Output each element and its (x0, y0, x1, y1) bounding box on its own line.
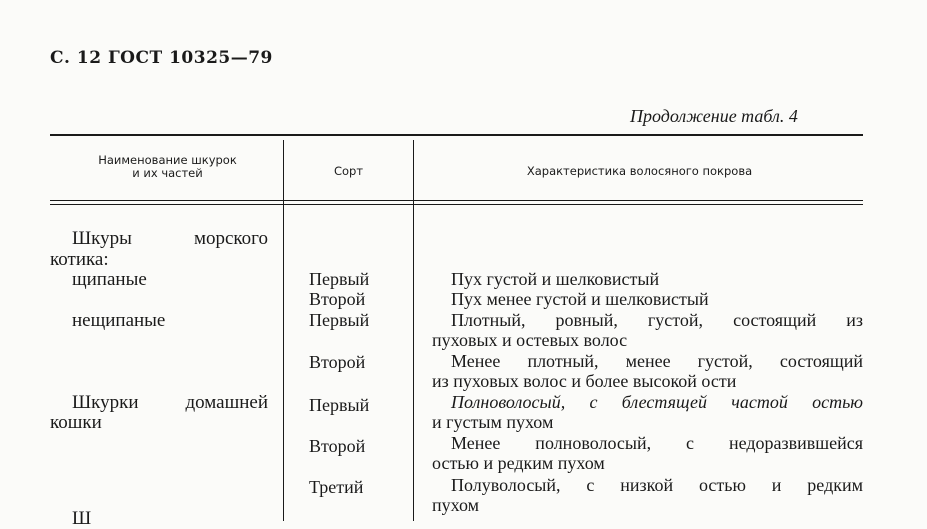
table-continuation-label: Продолжение табл. 4 (630, 106, 798, 126)
page-header: С. 12 ГОСТ 10325—79 (50, 48, 273, 68)
row-name-domestic-cat: Шкурки домашней (72, 392, 268, 413)
row-desc-cont: пуховых и остевых волос (432, 330, 628, 350)
row-name-unplucked: нещипаные (72, 310, 166, 331)
row-desc: Пух менее густой и шелковистый (451, 289, 709, 309)
column-divider-2 (413, 140, 414, 521)
header-bottom-rule-double (50, 204, 863, 205)
row-desc: Менее полноволосый, с недоразвившейся (451, 433, 863, 453)
row-desc-cont: и густым пухом (432, 412, 554, 432)
row-desc-cont: из пуховых волос и более высокой ости (432, 371, 737, 391)
row-name-fur-seal: Шкуры морского (72, 228, 268, 249)
column-header-characteristic: Характеристика волосяного покрова (526, 164, 753, 178)
row-name-plucked: щипаные (72, 269, 147, 290)
row-desc: Полуволосый, с низкой остью и редким (451, 475, 863, 495)
row-desc-cont: остью и редким пухом (432, 453, 605, 473)
header-bottom-rule (50, 200, 863, 201)
row-grade: Второй (309, 352, 366, 372)
row-name-cut-off: Ш (72, 508, 94, 529)
row-desc: Плотный, ровный, густой, состоящий из (451, 310, 863, 330)
row-grade: Первый (309, 269, 370, 289)
table-top-rule (50, 134, 863, 136)
row-desc: Полноволосый, с блестящей частой остью (451, 392, 863, 412)
row-grade: Второй (309, 289, 366, 309)
row-desc: Менее плотный, менее густой, состоящий (451, 351, 863, 371)
row-desc: Пух густой и шелковистый (451, 269, 660, 289)
row-desc-cont: пухом (432, 495, 479, 515)
row-name-fur-seal-cont: котика: (50, 249, 109, 270)
column-divider-1 (283, 140, 284, 521)
row-grade: Первый (309, 310, 370, 330)
column-header-name: Наименование шкурок и их частей (98, 153, 237, 180)
row-grade: Второй (309, 436, 366, 456)
row-grade: Первый (309, 395, 370, 415)
column-header-grade: Сорт (333, 164, 364, 178)
row-name-domestic-cat-cont: кошки (50, 412, 102, 433)
row-grade: Третий (309, 477, 364, 497)
